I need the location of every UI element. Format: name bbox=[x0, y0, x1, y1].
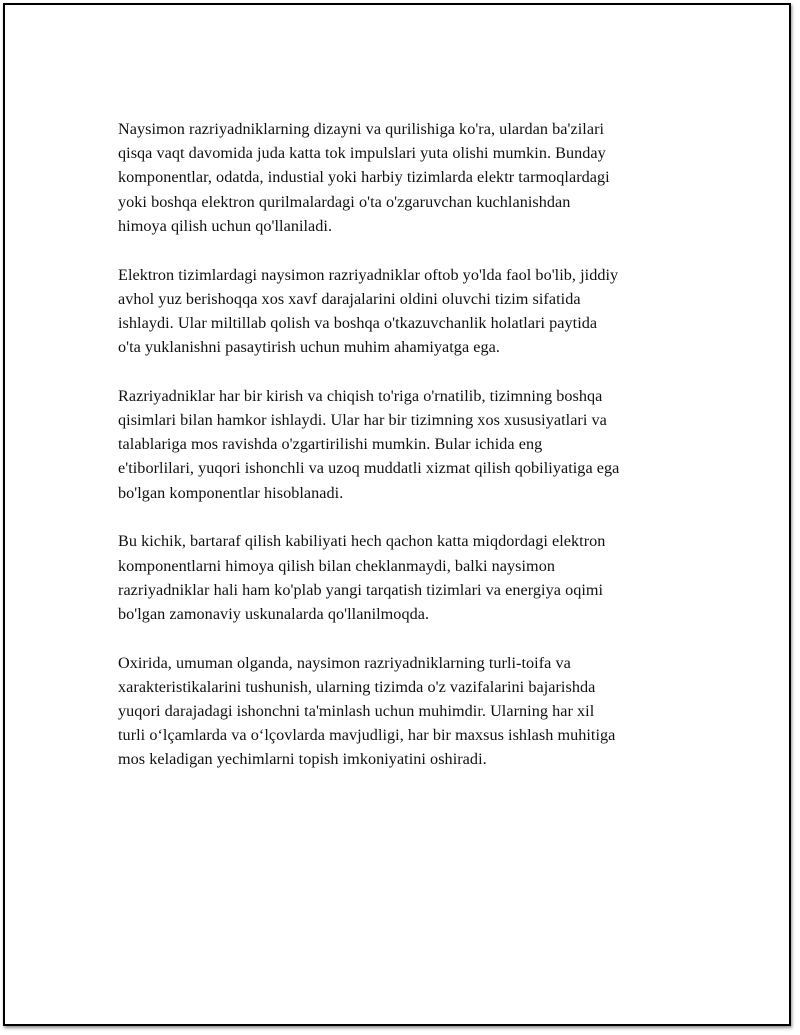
paragraph-line: yuqori darajadagi ishonchni ta'minlash uchun muhimdir. Ularning har xil bbox=[118, 702, 595, 721]
paragraph-line: Bu kichik, bartaraf qilish kabiliyati hech qachon katta miqdordagi elektron bbox=[118, 532, 606, 551]
paragraph-1 bbox=[118, 117, 698, 238]
paragraph-line: Naysimon razriyadniklarning dizayni va qurilishiga ko'ra, ulardan ba'zilari bbox=[118, 120, 605, 138]
paragraph-line: bo'lgan zamonaviy uskunalarda qo'llanilmoqda. bbox=[118, 604, 430, 623]
paragraph-4 bbox=[118, 529, 698, 626]
paragraph-line: o'ta yuklanishni pasaytirish uchun muhim ahamiyatga ega. bbox=[118, 338, 500, 357]
paragraph-line: Elektron tizimlardagi naysimon razriyadniklar oftob yo'lda faol bo'lib, jiddiy bbox=[118, 265, 619, 284]
document-body bbox=[118, 117, 698, 796]
paragraph-line: himoya qilish uchun qo'llaniladi. bbox=[118, 216, 333, 235]
paragraph-line: e'tiborlilari, yuqori ishonchli va uzoq muddatli xizmat qilish qobiliyatiga ega bbox=[118, 459, 620, 478]
paragraph-line: Razriyadniklar har bir kirish va chiqish to'riga o'rnatilib, tizimning boshqa bbox=[118, 386, 603, 405]
paragraph-3 bbox=[118, 384, 698, 505]
paragraph-line: razriyadniklar hali ham ko'plab yangi tarqatish tizimlari va energiya oqimi bbox=[118, 580, 604, 599]
paragraph-line: mos keladigan yechimlarni topish imkoniyatini oshiradi. bbox=[118, 750, 487, 769]
paragraph-line: ishlaydi. Ular miltillab qolish va boshqa o'tkazuvchanlik holatlari paytida bbox=[118, 313, 598, 332]
paragraph-line: xarakteristikalarini tushunish, ularning tizimda o'z vazifalarini bajarishda bbox=[118, 677, 596, 696]
paragraph-line: talablariga mos ravishda o'zgartirilishi mumkin. Bular ichida eng bbox=[118, 435, 543, 454]
paragraph-line: yoki boshqa elektron qurilmalardagi o'ta o'zgaruvchan kuchlanishdan bbox=[118, 192, 571, 211]
paragraph-line: Oxirida, umuman olganda, naysimon razriyadniklarning turli-toifa va bbox=[118, 653, 571, 672]
paragraph-line: avhol yuz berishoqqa xos xavf darajalarini oldini oluvchi tizim sifatida bbox=[118, 289, 581, 308]
paragraph-line: qisqa vaqt davomida juda katta tok impulslari yuta olishi mumkin. Bunday bbox=[118, 144, 606, 163]
paragraph-line: turli o‘lçamlarda va o‘lçovlarda mavjudligi, har bir maxsus ishlash muhitiga bbox=[118, 726, 616, 745]
paragraph-line: bo'lgan komponentlar hisoblanadi. bbox=[118, 483, 344, 502]
paragraph-2 bbox=[118, 263, 698, 360]
paragraph-line: komponentlarni himoya qilish bilan cheklanmaydi, balki naysimon bbox=[118, 556, 555, 575]
paragraph-5 bbox=[118, 651, 698, 772]
paragraph-line: komponentlar, odatda, industial yoki harbiy tizimlarda elektr tarmoqlardagi bbox=[118, 168, 610, 187]
paragraph-line: qisimlari bilan hamkor ishlaydi. Ular har bir tizimning xos xususiyatlari va bbox=[118, 411, 607, 430]
